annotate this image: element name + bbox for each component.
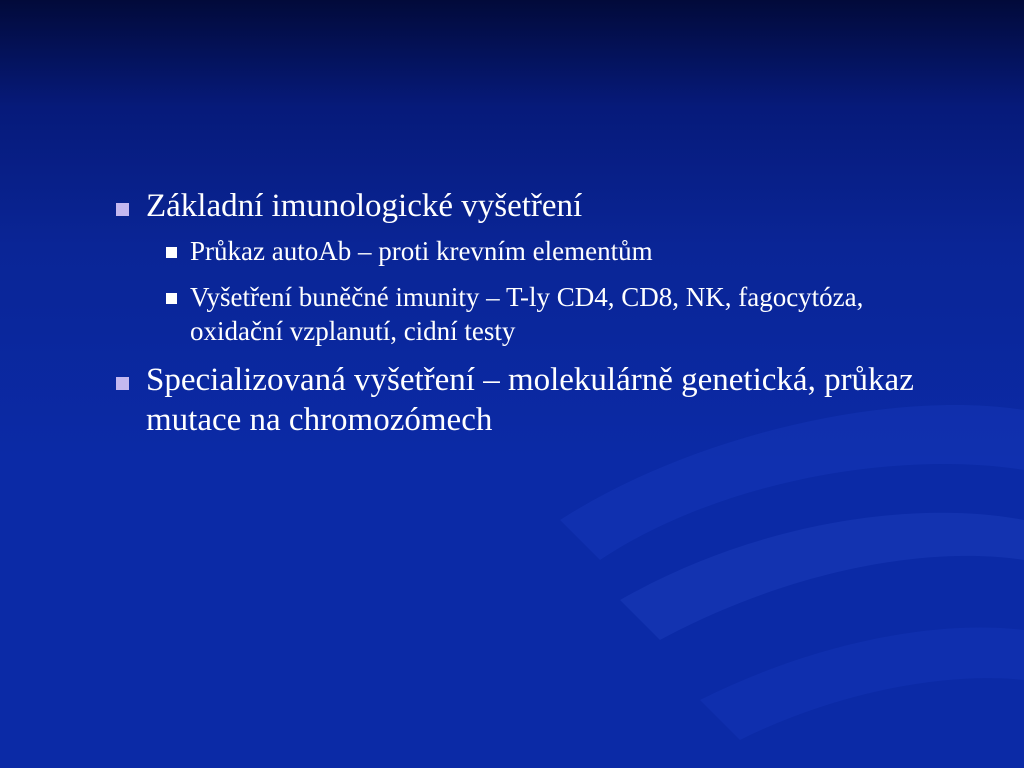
square-bullet-icon (116, 377, 129, 390)
square-bullet-icon (166, 247, 177, 258)
bullet-text: Vyšetření buněčné imunity – T-ly CD4, CD8, NK, fagocytóza, oxidační vzplanutí, cidní testy (190, 282, 864, 346)
bullet-item-level2 (160, 280, 952, 348)
sub-bullet-list (112, 234, 952, 348)
square-bullet-icon (166, 293, 177, 304)
bullet-item-level2 (160, 234, 952, 268)
bullet-text: Průkaz autoAb – proti krevním elementům (190, 236, 653, 266)
bullet-item-level1 (112, 360, 952, 440)
slide-content (112, 186, 952, 446)
bullet-text: Specializovaná vyšetření – molekulárně genetická, průkaz mutace na chromozómech (146, 362, 914, 438)
square-bullet-icon (116, 203, 129, 216)
bullet-item-level1 (112, 186, 952, 226)
bullet-text: Základní imunologické vyšetření (146, 188, 583, 224)
